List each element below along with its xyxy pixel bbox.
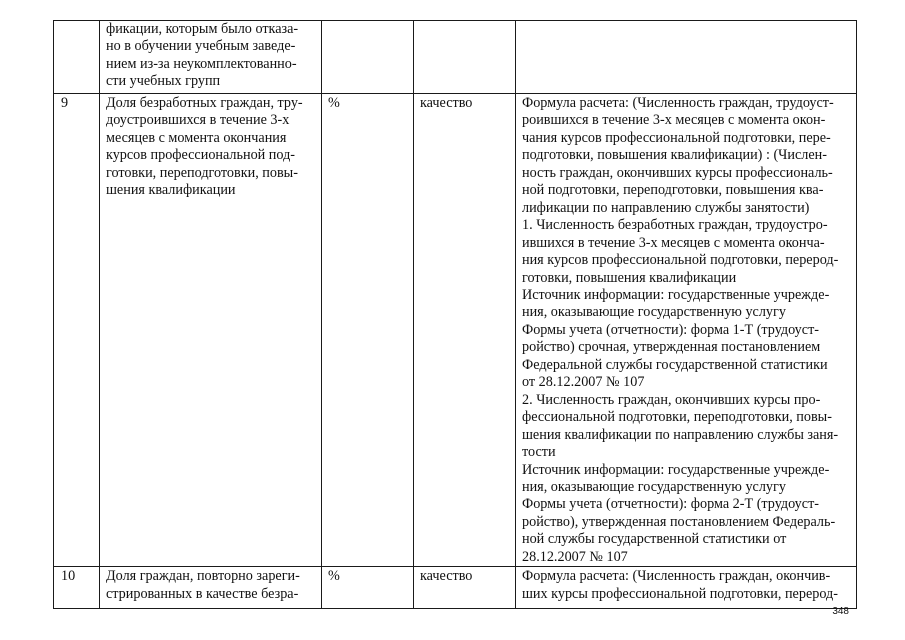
indicator-type-cell: качество xyxy=(414,94,516,567)
unit-cell xyxy=(322,21,414,94)
row-number-cell xyxy=(54,21,100,94)
description-cell: Формула расчета: (Численность граждан, трудоуст- роившихся в течение 3-х месяцев с момента окон- чания курсов профессиональной подготовки, пере- подготовки, повышения квалификации) : (Числен- ность граждан, окончивших курсы профессиональ- ной подготовки, переподготовки, повышения ква- лификации по направлению службы занятости) 1. Численность безработных граждан, трудоустро- ившихся в течение 3-х месяцев с момента оконча- ния курсов профессиональной подготовки, переpод- готовки, повышения квалификации Источник информации: государственные учрежде- ния, оказывающие государственную услугу Формы учета (отчетности): форма 1-Т (трудоуст- ройство) срочная, утвержденная постановлением Федеральной службы государственной статистики от 28.12.2007 № 107 2. Численность граждан, окончивших курсы про- фессиональной подготовки, переподготовки, повы- шения квалификации по направлению службы заня- тости Источник информации: государственные учрежде- ния, оказывающие государственную услугу Формы учета (отчетности): форма 2-Т (трудоуст- ройство), утвержденная постановлением Федераль- ной службы государственной статистики от 28.12.2007 № 107 xyxy=(516,94,857,567)
indicator-type-cell: качество xyxy=(414,567,516,609)
description-cell: Формула расчета: (Численность граждан, окончив- ших курсы профессиональной подготовки, переpод- xyxy=(516,567,857,609)
indicators-table xyxy=(53,20,857,609)
description-cell xyxy=(516,21,857,94)
unit-cell: % xyxy=(322,567,414,609)
indicator-name-cell: Доля граждан, повторно зареги- стрированных в качестве безра- xyxy=(100,567,322,609)
table-row-9 xyxy=(54,94,857,567)
table-row-continuation xyxy=(54,21,857,94)
page-number: 348 xyxy=(832,606,849,617)
indicator-name-cell: Доля безработных граждан, тру- доустроившихся в течение 3-х месяцев с момента окончания курсов профессиональной под- готовки, переподготовки, повы- шения квалификации xyxy=(100,94,322,567)
row-number-cell: 10 xyxy=(54,567,100,609)
unit-cell: % xyxy=(322,94,414,567)
indicator-name-cell: фикации, которым было отказа- но в обучении учебным заведе- нием из-за неукомплектованно- сти учебных групп xyxy=(100,21,322,94)
table-row-10 xyxy=(54,567,857,609)
indicator-type-cell xyxy=(414,21,516,94)
row-number-cell: 9 xyxy=(54,94,100,567)
